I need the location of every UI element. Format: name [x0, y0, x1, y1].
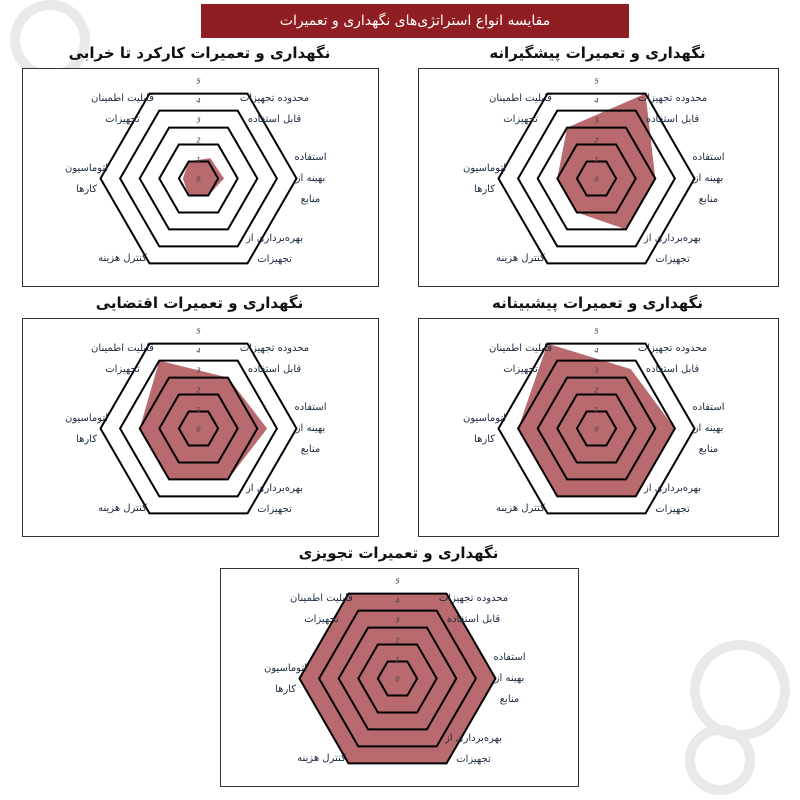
- radar-panel-prescriptive: [220, 568, 579, 787]
- radar-axis-label: بهره‌برداری از تجهیزات: [444, 732, 503, 765]
- radar-axis-label: بهره‌برداری از تجهیزات: [245, 482, 304, 515]
- radar-tick-label: 5: [594, 77, 599, 86]
- radar-tick-label: 3: [594, 366, 599, 375]
- radar-tick-label: 0: [594, 425, 599, 434]
- radar-axis-label: بهره‌برداری از تجهیزات: [643, 482, 702, 515]
- radar-axis-label: کنترل هزینه: [496, 253, 545, 264]
- header-banner: [201, 4, 629, 38]
- radar-tick-label: 1: [395, 655, 400, 664]
- radar-tick-label: 1: [594, 155, 599, 164]
- radar-axis-label: اتوماسیون کارها: [64, 412, 109, 445]
- radar-axis-label: استفاده بهینه از منابع: [692, 402, 725, 455]
- radar-axis-label: محدوده تجهیزات قابل استفاده: [239, 92, 310, 125]
- radar-tick-label: 4: [395, 597, 400, 606]
- radar-tick-label: 5: [196, 77, 201, 86]
- radar-axis-label: قابلیت اطمینان تجهیزات: [489, 342, 552, 375]
- radar-axis-label: استفاده بهینه از منابع: [493, 652, 526, 705]
- radar-panel-preventive: [418, 68, 779, 287]
- radar-tick-label: 5: [196, 327, 201, 336]
- radar-axis-label: بهره‌برداری از تجهیزات: [245, 232, 304, 265]
- chart-title-prescriptive: نگهداری و تعمیرات تجویزی: [298, 544, 499, 562]
- radar-tick-label: 3: [594, 116, 599, 125]
- page-title: مقایسه انواع استراتژی‌های نگهداری و تعمیرات: [279, 13, 551, 29]
- radar-tick-label: 0: [196, 425, 201, 434]
- radar-tick-label: 1: [196, 405, 201, 414]
- chart-title-predictive: نگهداری و تعمیرات پیشبینانه: [491, 294, 703, 312]
- radar-tick-label: 4: [196, 347, 201, 356]
- radar-axis-label: محدوده تجهیزات قابل استفاده: [637, 92, 708, 125]
- radar-axis-label: کنترل هزینه: [98, 253, 147, 264]
- radar-axis-label: قابلیت اطمینان تجهیزات: [290, 592, 353, 625]
- radar-tick-label: 3: [196, 116, 201, 125]
- radar-tick-label: 2: [395, 636, 400, 645]
- radar-tick-label: 0: [594, 175, 599, 184]
- radar-tick-label: 3: [196, 366, 201, 375]
- radar-axis-label: کنترل هزینه: [98, 503, 147, 514]
- radar-axis-label: استفاده بهینه از منابع: [294, 402, 327, 455]
- radar-axis-label: اتوماسیون کارها: [462, 412, 507, 445]
- radar-tick-label: 0: [395, 675, 400, 684]
- radar-tick-label: 5: [395, 577, 400, 586]
- radar-tick-label: 4: [594, 347, 599, 356]
- radar-axis-label: قابلیت اطمینان تجهیزات: [91, 92, 154, 125]
- radar-axis-label: استفاده بهینه از منابع: [294, 152, 327, 205]
- radar-tick-label: 2: [594, 136, 599, 145]
- radar-axis-label: استفاده بهینه از منابع: [692, 152, 725, 205]
- radar-axis-label: محدوده تجهیزات قابل استفاده: [438, 592, 509, 625]
- radar-tick-label: 2: [196, 136, 201, 145]
- radar-axis-label: اتوماسیون کارها: [64, 162, 109, 195]
- radar-axis-label: بهره‌برداری از تجهیزات: [643, 232, 702, 265]
- radar-tick-label: 0: [196, 175, 201, 184]
- radar-tick-label: 1: [196, 155, 201, 164]
- radar-axis-label: محدوده تجهیزات قابل استفاده: [239, 342, 310, 375]
- radar-axis-label: محدوده تجهیزات قابل استفاده: [637, 342, 708, 375]
- radar-tick-label: 2: [196, 386, 201, 395]
- radar-panel-predictive: [418, 318, 779, 537]
- radar-axis-label: اتوماسیون کارها: [462, 162, 507, 195]
- radar-tick-label: 5: [594, 327, 599, 336]
- radar-tick-label: 4: [594, 97, 599, 106]
- chart-title-run-to-failure: نگهداری و تعمیرات کارکرد تا خرابی: [68, 44, 331, 62]
- radar-axis-label: قابلیت اطمینان تجهیزات: [91, 342, 154, 375]
- chart-title-preventive: نگهداری و تعمیرات پیشگیرانه: [489, 44, 706, 62]
- radar-tick-label: 3: [395, 616, 400, 625]
- radar-panel-run-to-failure: [22, 68, 379, 287]
- radar-axis-label: کنترل هزینه: [496, 503, 545, 514]
- chart-title-condition-based: نگهداری و تعمیرات اقتضایی: [95, 294, 304, 312]
- radar-tick-label: 2: [594, 386, 599, 395]
- radar-axis-label: کنترل هزینه: [297, 753, 346, 764]
- radar-axis-label: قابلیت اطمینان تجهیزات: [489, 92, 552, 125]
- radar-tick-label: 4: [196, 97, 201, 106]
- radar-axis-label: اتوماسیون کارها: [263, 662, 308, 695]
- radar-tick-label: 1: [594, 405, 599, 414]
- radar-panel-condition-based: [22, 318, 379, 537]
